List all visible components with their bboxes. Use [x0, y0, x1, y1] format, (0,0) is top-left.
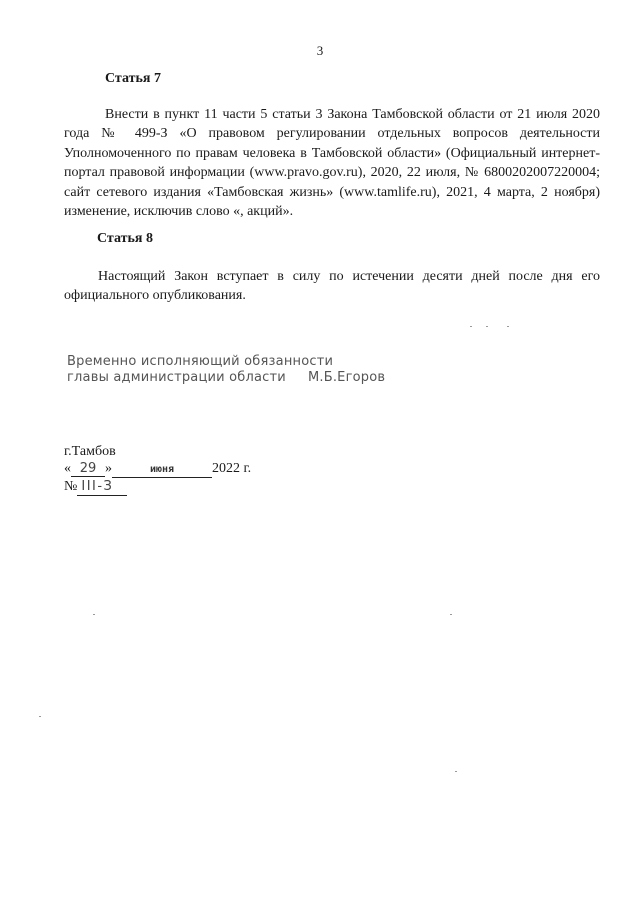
signatory-name: М.Б.Егоров [307, 370, 386, 385]
date-line [64, 460, 251, 478]
scan-speck [450, 614, 452, 615]
article-8-body: Настоящий Закон вступает в силу по истечении десяти дней после дня его официального опубликования. [64, 269, 600, 304]
page-number: 3 [316, 43, 324, 58]
date-year: 2022 г. [212, 461, 252, 476]
scan-speck [39, 716, 41, 717]
law-number-line [64, 478, 251, 496]
article-7-heading: Статья 7 [105, 71, 161, 86]
scan-speck [455, 771, 457, 772]
scan-speck [507, 326, 509, 327]
date-day: 29 [71, 462, 105, 477]
signatory-title-line2-row [67, 370, 385, 386]
date-month: июня [112, 463, 212, 478]
signatory-title-line2: главы администрации области [67, 370, 286, 385]
article-7-body: Внести в пункт 11 части 5 статьи 3 Закона Тамбовской области от 21 июля 2020 года № 499-З «О правовом регулировании отдельных вопросов деятельности Уполномоченного по правам человека в Тамбовской области» (Официальный интернет-портал правовой информации (www.pravo.gov.ru), 2020, 22 июля, № 6800202007220004; сайт сетевого издания «Тамбовская жизнь» (www.tamlife.ru), 2021, 4 марта, 2 ноября) изменение, исключив слово «, акций». [64, 107, 600, 220]
article-8-heading: Статья 8 [97, 231, 153, 246]
date-close-quote: » [105, 461, 112, 476]
law-number: III-З [77, 478, 127, 496]
date-open-quote: « [64, 461, 71, 476]
place-date-number-block [64, 443, 251, 496]
law-number-prefix: № [64, 479, 78, 494]
city-label: г.Тамбов [64, 444, 116, 459]
signature-block [67, 354, 385, 386]
scan-speck [486, 326, 488, 327]
scan-speck [93, 614, 95, 615]
scan-speck [470, 326, 472, 327]
signatory-title-line1: Временно исполняющий обязанности [67, 354, 334, 369]
